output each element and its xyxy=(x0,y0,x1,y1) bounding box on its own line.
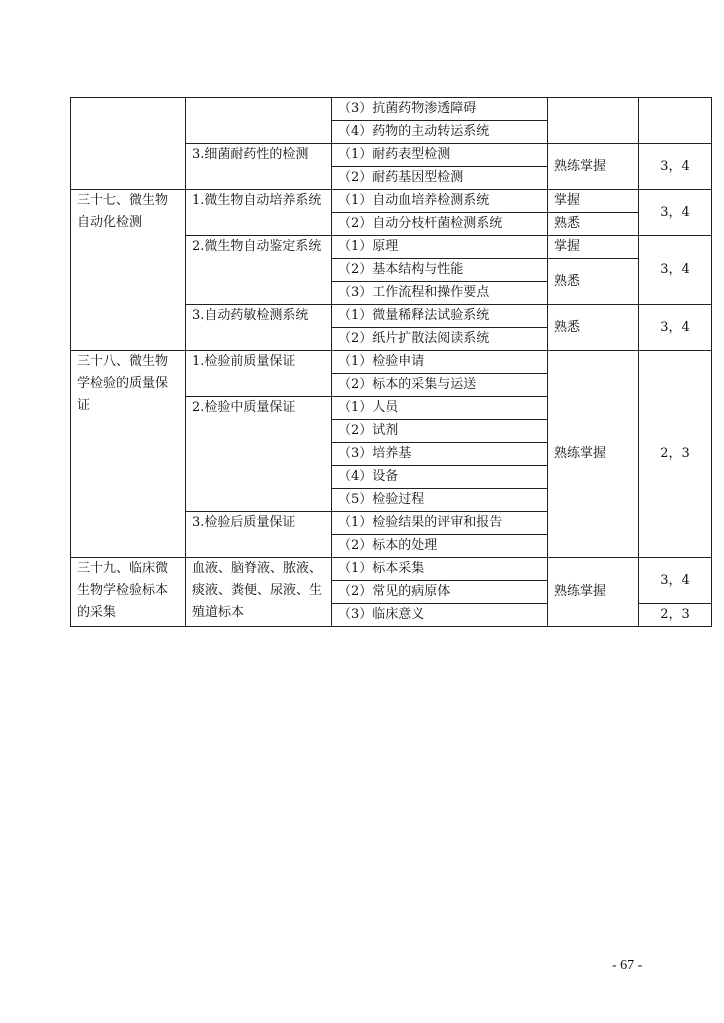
section-cell xyxy=(71,98,186,190)
detail-cell: （2）耐药基因型检测 xyxy=(332,167,548,190)
detail-cell: （1）微量稀释法试验系统 xyxy=(332,305,548,328)
unit-cell: 3，4 xyxy=(639,558,712,604)
detail-cell: （2）自动分枝杆菌检测系统 xyxy=(332,213,548,236)
level-cell: 熟悉 xyxy=(548,259,639,305)
item-cell: 3.细菌耐药性的检测 xyxy=(186,144,332,190)
detail-cell: （4）设备 xyxy=(332,466,548,489)
detail-cell: （3）工作流程和操作要点 xyxy=(332,282,548,305)
level-cell xyxy=(548,98,639,144)
detail-cell: （1）标本采集 xyxy=(332,558,548,581)
detail-cell: （1）人员 xyxy=(332,397,548,420)
item-cell: 血液、脑脊液、脓液、痰液、粪便、尿液、生殖道标本 xyxy=(186,558,332,627)
item-cell: 3.自动药敏检测系统 xyxy=(186,305,332,351)
detail-cell: （1）检验申请 xyxy=(332,351,548,374)
table-row xyxy=(71,190,712,213)
detail-cell: （3）临床意义 xyxy=(332,604,548,627)
detail-cell: （1）自动血培养检测系统 xyxy=(332,190,548,213)
detail-cell: （2）标本的处理 xyxy=(332,535,548,558)
detail-cell: （2）基本结构与性能 xyxy=(332,259,548,282)
level-cell: 熟练掌握 xyxy=(548,558,639,627)
table-row xyxy=(71,351,712,374)
unit-cell: 2，3 xyxy=(639,604,712,627)
unit-cell: 3，4 xyxy=(639,190,712,236)
level-cell: 熟练掌握 xyxy=(548,144,639,190)
detail-cell: （1）原理 xyxy=(332,236,548,259)
detail-cell: （3）抗菌药物渗透障碍 xyxy=(332,98,548,121)
unit-cell: 3，4 xyxy=(639,236,712,305)
item-cell: 2.检验中质量保证 xyxy=(186,397,332,512)
page-number: - 67 - xyxy=(612,958,643,973)
level-cell: 掌握 xyxy=(548,236,639,259)
item-cell: 1.检验前质量保证 xyxy=(186,351,332,397)
item-cell xyxy=(186,98,332,144)
level-cell: 熟悉 xyxy=(548,305,639,351)
item-cell: 1.微生物自动培养系统 xyxy=(186,190,332,236)
detail-cell: （4）药物的主动转运系统 xyxy=(332,121,548,144)
item-cell: 2.微生物自动鉴定系统 xyxy=(186,236,332,305)
detail-cell: （2）纸片扩散法阅读系统 xyxy=(332,328,548,351)
unit-cell: 3，4 xyxy=(639,144,712,190)
level-cell: 熟练掌握 xyxy=(548,351,639,558)
detail-cell: （2）常见的病原体 xyxy=(332,581,548,604)
unit-cell: 2，3 xyxy=(639,351,712,558)
section-cell: 三十九、临床微生物学检验标本的采集 xyxy=(71,558,186,627)
section-cell: 三十八、微生物学检验的质量保证 xyxy=(71,351,186,558)
detail-cell: （2）标本的采集与运送 xyxy=(332,374,548,397)
item-cell: 3.检验后质量保证 xyxy=(186,512,332,558)
unit-cell: 3，4 xyxy=(639,305,712,351)
table-row xyxy=(71,558,712,581)
level-cell: 掌握 xyxy=(548,190,639,213)
detail-cell: （1）耐药表型检测 xyxy=(332,144,548,167)
table-row xyxy=(71,98,712,121)
section-cell: 三十七、微生物自动化检测 xyxy=(71,190,186,351)
detail-cell: （5）检验过程 xyxy=(332,489,548,512)
level-cell: 熟悉 xyxy=(548,213,639,236)
syllabus-table xyxy=(70,97,712,627)
unit-cell xyxy=(639,98,712,144)
detail-cell: （1）检验结果的评审和报告 xyxy=(332,512,548,535)
detail-cell: （2）试剂 xyxy=(332,420,548,443)
detail-cell: （3）培养基 xyxy=(332,443,548,466)
